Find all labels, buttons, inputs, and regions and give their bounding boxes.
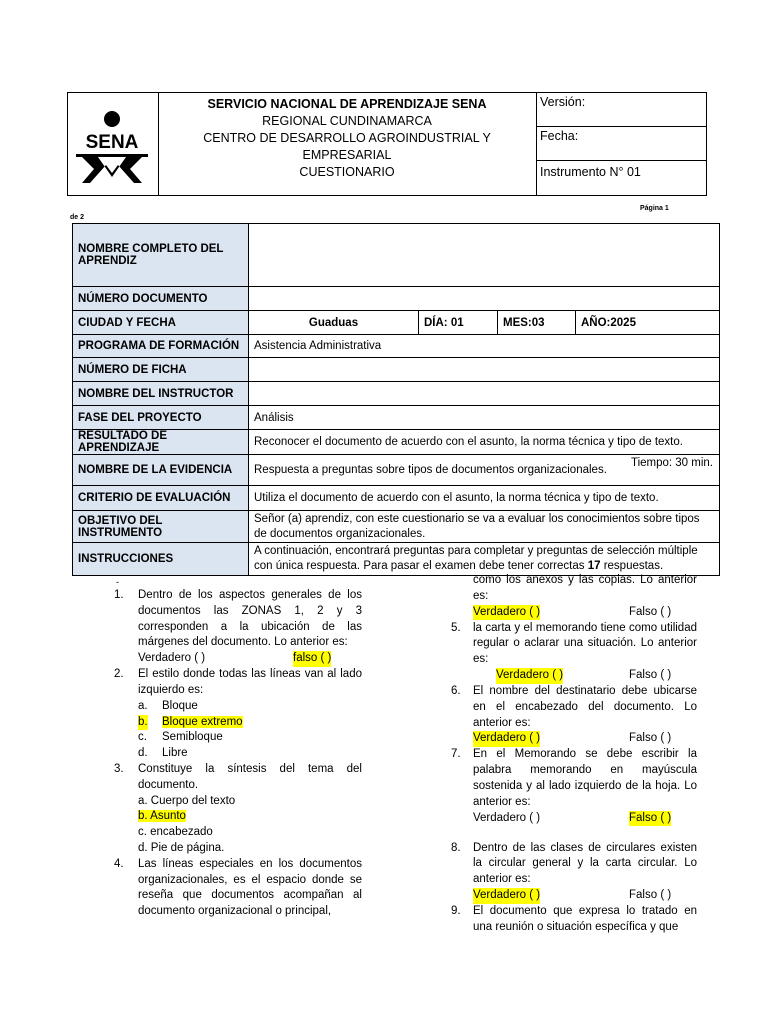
fecha-field: Fecha: (537, 127, 706, 161)
ciudad-label: CIUDAD Y FECHA (73, 311, 249, 335)
page-number: Página 1 (640, 205, 669, 212)
option-falso[interactable]: Falso ( ) (629, 811, 671, 827)
instrucciones-value (249, 543, 720, 576)
question-number: 3. (114, 762, 124, 775)
option-letter: a. (138, 699, 148, 712)
option-text: Bloque extremo (162, 715, 243, 728)
option-letter: b. (138, 715, 148, 731)
fase-value: Análisis (249, 406, 720, 430)
option-verdadero[interactable]: Verdadero ( ) (473, 731, 540, 747)
question-number: 1. (114, 589, 124, 601)
option-falso[interactable]: Falso ( ) (629, 668, 672, 681)
question-text: El documento que expresa lo tratado en una reunión o situación específica y que (473, 904, 697, 933)
fase-label: FASE DEL PROYECTO (73, 406, 249, 430)
question-number: 6. (451, 684, 461, 697)
option-verdadero[interactable]: Verdadero ( ) (496, 668, 563, 684)
evidencia-cell (249, 455, 720, 486)
question-8-options (473, 888, 697, 904)
option-letter: c. (138, 731, 147, 744)
resultado-label: RESULTADO DE APRENDIZAJE (73, 430, 249, 455)
resultado-value: Reconocer el documento de acuerdo con el asunto, la norma técnica y tipo de texto. (249, 430, 720, 455)
ciudad-value: Guaduas (249, 311, 419, 335)
header-title-block (158, 93, 537, 195)
ficha-label: NÚMERO DE FICHA (73, 358, 249, 382)
dash-marker: - (116, 577, 119, 587)
option-verdadero[interactable]: Verdadero ( ) (473, 811, 541, 824)
option-b[interactable] (138, 809, 362, 825)
programa-value: Asistencia Administrativa (249, 335, 720, 358)
sena-logo (68, 93, 158, 195)
question-number: 7. (451, 748, 461, 761)
option-d[interactable] (138, 746, 362, 762)
institution-name: SERVICIO NACIONAL DE APRENDIZAJE SENA (207, 97, 487, 111)
question-text: El nombre del destinatario debe ubicarse en el encabezado del documento. Lo anterior es: (473, 684, 697, 729)
table-row (73, 511, 720, 543)
table-row (73, 543, 720, 576)
option-text: Semibloque (162, 731, 223, 744)
instrucciones-text-c: respuestas. (600, 560, 664, 572)
instrucciones-label: INSTRUCCIONES (73, 543, 249, 576)
ficha-value[interactable] (249, 358, 720, 382)
question-4-options (473, 605, 697, 621)
option-letter: d. (138, 747, 148, 760)
question-7 (446, 747, 697, 810)
question-4-continued: como los anexos y las copias. Lo anterior es: (473, 574, 697, 602)
question-text: Constituye la síntesis del tema del documento. (138, 762, 362, 791)
table-row (73, 358, 720, 382)
question-6 (446, 684, 697, 731)
student-info-table (72, 223, 720, 576)
instructor-value[interactable] (249, 382, 720, 406)
instrucciones-count: 17 (587, 560, 601, 572)
question-text: Dentro de los aspectos generales de los documentos las ZONAS 1, 2 y 3 corresponden a la ubicación de las márgenes del documento. Lo anterior es: (138, 589, 362, 649)
question-6-options (473, 731, 697, 747)
option-verdadero[interactable]: Verdadero ( ) (473, 605, 540, 621)
option-a[interactable]: a. Cuerpo del texto (138, 794, 236, 807)
table-row (73, 455, 720, 486)
option-a[interactable] (138, 699, 362, 715)
table-row (73, 406, 720, 430)
question-number: 4. (114, 857, 124, 870)
question-text: Dentro de las clases de circulares existen la circular general y la carta circular. Lo anterior es: (473, 841, 697, 886)
question-8 (446, 841, 697, 888)
option-c[interactable]: c. encabezado (138, 826, 213, 839)
mes-value: MES:03 (498, 311, 576, 335)
option-b[interactable] (138, 715, 362, 731)
questions-right-column (446, 573, 697, 936)
instrucciones-text-a: A continuación, encontrará preguntas para completar y preguntas de selección múltiple con única respuesta. Para pasar el examen debe tener correctas (254, 545, 698, 572)
option-verdadero[interactable]: Verdadero ( ) (473, 888, 540, 904)
option-text: Bloque (162, 699, 198, 712)
document-type: CUESTIONARIO (299, 165, 395, 179)
nombre-label: NOMBRE COMPLETO DEL APRENDIZ (73, 224, 249, 287)
question-2 (114, 667, 362, 699)
option-text: b. Asunto (138, 810, 186, 823)
table-row (73, 335, 720, 358)
question-number: 5. (451, 621, 461, 634)
evidencia-value: Respuesta a preguntas sobre tipos de documentos organizacionales. (254, 464, 607, 476)
option-text: Libre (162, 747, 188, 760)
question-text: Las líneas especiales en los documentos organizacionales, es el espacio donde se reseña que documentos acompañan al documento organizacional o principal, (138, 857, 362, 918)
dia-value: DÍA: 01 (419, 311, 498, 335)
objetivo-value: Señor (a) aprendiz, con este cuestionario se va a evaluar los conocimientos sobre tipos de documentos organizacionales. (249, 511, 720, 543)
programa-label: PROGRAMA DE FORMACIÓN (73, 335, 249, 358)
document-header (67, 92, 707, 196)
regional-name: REGIONAL CUNDINAMARCA (262, 114, 432, 128)
questions-left-column (114, 580, 362, 920)
option-falso[interactable]: Falso ( ) (629, 605, 672, 618)
option-d[interactable]: d. Pie de página. (138, 841, 225, 854)
documento-value[interactable] (249, 287, 720, 311)
option-c[interactable] (138, 730, 362, 746)
tiempo-value: Tiempo: 30 min. (630, 457, 713, 469)
question-5-options (473, 668, 697, 684)
option-falso[interactable]: falso ( ) (293, 651, 331, 667)
objetivo-label: OBJETIVO DEL INSTRUMENTO (73, 511, 249, 543)
table-row (73, 430, 720, 455)
criterio-label: CRITERIO DE EVALUACIÓN (73, 486, 249, 511)
table-row (73, 224, 720, 287)
logo-text: SENA (85, 132, 139, 153)
version-field: Versión: (537, 93, 706, 127)
option-falso[interactable]: Falso ( ) (629, 888, 672, 901)
page-total: de 2 (70, 214, 85, 221)
header-meta (537, 93, 706, 195)
question-number: 8. (451, 841, 461, 854)
center-name: CENTRO DE DESARROLLO AGROINDUSTRIAL Y EMPRESARIAL (203, 131, 491, 162)
question-5 (446, 621, 697, 668)
question-1 (114, 588, 362, 651)
criterio-value: Utiliza el documento de acuerdo con el asunto, la norma técnica y tipo de texto. (249, 486, 720, 511)
question-1-options (138, 651, 362, 667)
table-row (73, 382, 720, 406)
table-row (73, 311, 720, 335)
question-text: El estilo donde todas las líneas van al lado izquierdo es: (138, 668, 362, 696)
question-text: la carta y el memorando tiene como utilidad regular o aclarar una situación. Lo anterior es: (473, 621, 697, 666)
option-falso[interactable]: Falso ( ) (629, 732, 672, 745)
option-verdadero[interactable]: Verdadero ( ) (138, 652, 206, 665)
question-7-options (473, 811, 697, 827)
question-9 (446, 904, 697, 936)
nombre-value[interactable] (249, 224, 720, 287)
instrumento-field: Instrumento N° 01 (540, 165, 641, 179)
logo-cell (68, 93, 159, 195)
question-text: En el Memorando se debe escribir la palabra memorando en mayúscula sostenida y al lado izquierdo de la hoja. Lo anterior es: (473, 748, 697, 808)
question-3 (114, 762, 362, 794)
question-number: 2. (114, 668, 124, 681)
anio-value: AÑO:2025 (576, 311, 720, 335)
question-4 (114, 857, 362, 920)
question-number: 9. (451, 904, 461, 917)
evidencia-label: NOMBRE DE LA EVIDENCIA (73, 455, 249, 486)
documento-label: NÚMERO DOCUMENTO (73, 287, 249, 311)
table-row (73, 486, 720, 511)
table-row (73, 287, 720, 311)
instructor-label: NOMBRE DEL INSTRUCTOR (73, 382, 249, 406)
